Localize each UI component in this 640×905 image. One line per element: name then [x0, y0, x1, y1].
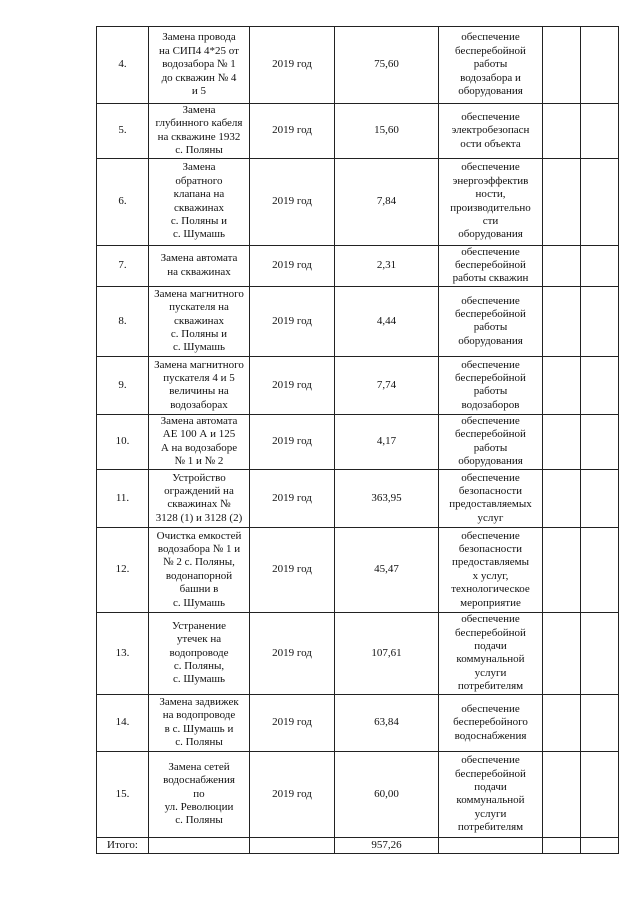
work-sum-cell [335, 527, 439, 612]
empty-cell [543, 612, 581, 694]
work-name-cell [149, 612, 250, 694]
empty-cell [543, 356, 581, 414]
work-purpose: обеспечение бесперебойного водоснабжения [453, 702, 528, 742]
work-name-cell [149, 245, 250, 286]
total-empty-cell [543, 837, 581, 853]
work-year-cell [250, 286, 335, 356]
empty-cell [581, 286, 619, 356]
row-number: 15. [115, 787, 130, 800]
total-empty-cell [439, 837, 543, 853]
work-purpose: обеспечение бесперебойной работы водозаборов [455, 358, 526, 411]
work-name-cell [149, 104, 250, 159]
work-name-cell [149, 527, 250, 612]
table-body [97, 27, 619, 838]
total-empty-cell [581, 837, 619, 853]
total-empty-cell [149, 837, 250, 853]
work-year-cell [250, 612, 335, 694]
work-year-cell [250, 527, 335, 612]
work-name-cell [149, 27, 250, 104]
table-row [97, 414, 619, 469]
work-name-cell [149, 286, 250, 356]
row-number: 13. [115, 646, 130, 659]
table-row [97, 356, 619, 414]
table-row [97, 245, 619, 286]
empty-cell [543, 469, 581, 527]
work-year: 2019 год [272, 563, 312, 576]
work-year: 2019 год [272, 646, 312, 659]
work-sum: 7,74 [376, 378, 397, 391]
empty-cell [543, 694, 581, 751]
work-year: 2019 год [272, 378, 312, 391]
table-row [97, 27, 619, 104]
work-name: Замена магнитного пускателя 4 и 5 величины на водозаборах [154, 358, 244, 411]
work-purpose-cell [439, 751, 543, 837]
work-year: 2019 год [272, 58, 312, 71]
work-purpose: обеспечение бесперебойной подачи коммунальной услуги потребителям [455, 613, 526, 693]
row-number-cell [97, 158, 149, 245]
work-sum-cell [335, 245, 439, 286]
empty-cell [543, 414, 581, 469]
work-year: 2019 год [272, 491, 312, 504]
work-year-cell [250, 245, 335, 286]
row-number-cell [97, 245, 149, 286]
work-name: Замена магнитного пускателя на скважинах с. Поляны и с. Шумашь [154, 287, 244, 354]
work-sum-cell [335, 356, 439, 414]
work-purpose: обеспечение бесперебойной работы водозабора и оборудования [455, 31, 526, 98]
work-sum-cell [335, 27, 439, 104]
row-number-cell [97, 469, 149, 527]
work-sum-cell [335, 414, 439, 469]
empty-cell [543, 158, 581, 245]
work-purpose: обеспечение безопасности предоставляемы х услуг, технологическое мероприятие [451, 529, 530, 609]
total-label: Итого: [97, 837, 149, 853]
empty-cell [543, 527, 581, 612]
total-empty-cell [250, 837, 335, 853]
work-name: Устранение утечек на водопроводе с. Поляны, с. Шумашь [169, 619, 229, 686]
table-row [97, 158, 619, 245]
row-number: 14. [115, 716, 130, 729]
work-name: Замена провода на СИП4 4*25 от водозабора № 1 до скважин № 4 и 5 [159, 31, 239, 98]
work-sum: 4,44 [376, 314, 397, 327]
row-number: 11. [115, 491, 130, 504]
work-sum-cell [335, 751, 439, 837]
work-sum: 2,31 [376, 259, 397, 272]
work-name-cell [149, 158, 250, 245]
work-purpose-cell [439, 245, 543, 286]
row-number-cell [97, 104, 149, 159]
work-sum: 60,00 [374, 787, 399, 800]
work-year-cell [250, 158, 335, 245]
work-name: Очистка емкостей водозабора № 1 и № 2 с. Поляны, водонапорной башни в с. Шумашь [156, 529, 242, 609]
work-name-cell [149, 694, 250, 751]
work-year: 2019 год [272, 124, 312, 137]
empty-cell [581, 104, 619, 159]
work-name-cell [149, 356, 250, 414]
row-number-cell [97, 414, 149, 469]
table-row [97, 751, 619, 837]
work-sum: 7,84 [376, 194, 397, 207]
work-purpose: обеспечение бесперебойной работы скважин [452, 245, 529, 285]
works-table [96, 26, 619, 854]
work-name-cell [149, 469, 250, 527]
work-sum: 107,61 [371, 646, 402, 659]
work-purpose: обеспечение безопасности предоставляемых услуг [449, 471, 532, 524]
table-row [97, 286, 619, 356]
empty-cell [581, 751, 619, 837]
work-sum-cell [335, 612, 439, 694]
row-number-cell [97, 612, 149, 694]
work-purpose-cell [439, 158, 543, 245]
work-purpose-cell [439, 694, 543, 751]
work-sum-cell [335, 469, 439, 527]
row-number: 8. [118, 314, 127, 327]
table-row [97, 104, 619, 159]
total-row [97, 837, 619, 853]
work-purpose-cell [439, 414, 543, 469]
row-number: 6. [118, 194, 127, 207]
empty-cell [581, 27, 619, 104]
work-name: Замена сетей водоснабжения по ул. Революции с. Поляны [163, 760, 235, 827]
work-sum: 4,17 [376, 435, 397, 448]
work-purpose-cell [439, 104, 543, 159]
work-sum-cell [335, 286, 439, 356]
empty-cell [581, 245, 619, 286]
row-number-cell [97, 527, 149, 612]
empty-cell [543, 286, 581, 356]
table-row [97, 612, 619, 694]
work-name: Замена автомата АЕ 100 А и 125 А на водозаборе № 1 и № 2 [160, 415, 238, 468]
row-number: 12. [115, 563, 130, 576]
work-purpose-cell [439, 286, 543, 356]
work-name-cell [149, 414, 250, 469]
empty-cell [581, 469, 619, 527]
row-number: 4. [118, 58, 127, 71]
work-name: Устройство ограждений на скважинах № 3128 (1) и 3128 (2) [155, 471, 243, 524]
work-year-cell [250, 356, 335, 414]
empty-cell [543, 27, 581, 104]
row-number-cell [97, 356, 149, 414]
work-name: Замена обратного клапана на скважинах с. Поляны и с. Шумашь [170, 161, 228, 241]
work-purpose: обеспечение энергоэффектив ности, производительно сти оборудования [450, 161, 531, 241]
work-name: Замена глубинного кабеля на скважине 1932 с. Поляны [155, 104, 243, 157]
work-year-cell [250, 751, 335, 837]
row-number: 10. [115, 435, 130, 448]
work-name: Замена автомата на скважинах [160, 252, 238, 278]
empty-cell [543, 245, 581, 286]
work-year-cell [250, 104, 335, 159]
work-year: 2019 год [272, 435, 312, 448]
work-sum: 15,60 [374, 124, 399, 137]
empty-cell [543, 751, 581, 837]
work-purpose: обеспечение бесперебойной работы оборудования [455, 415, 526, 468]
total-sum: 957,26 [335, 837, 439, 853]
row-number: 5. [118, 124, 127, 137]
work-purpose-cell [439, 469, 543, 527]
table-row [97, 694, 619, 751]
work-year: 2019 год [272, 259, 312, 272]
work-purpose: обеспечение бесперебойной подачи коммунальной услуги потребителям [455, 754, 526, 834]
work-purpose: обеспечение бесперебойной работы оборудования [455, 294, 526, 347]
row-number: 9. [118, 378, 127, 391]
work-sum: 63,84 [374, 716, 399, 729]
work-sum: 45,47 [374, 563, 399, 576]
empty-cell [581, 158, 619, 245]
work-sum-cell [335, 158, 439, 245]
work-sum-cell [335, 104, 439, 159]
empty-cell [581, 356, 619, 414]
work-year: 2019 год [272, 194, 312, 207]
work-sum: 75,60 [374, 58, 399, 71]
row-number: 7. [118, 259, 127, 272]
work-name: Замена задвижек на водопроводе в с. Шумашь и с. Поляны [159, 696, 239, 749]
table-row [97, 469, 619, 527]
work-year: 2019 год [272, 787, 312, 800]
work-purpose-cell [439, 356, 543, 414]
work-purpose: обеспечение электробезопасн ости объекта [451, 110, 530, 150]
work-year-cell [250, 694, 335, 751]
work-purpose-cell [439, 27, 543, 104]
empty-cell [581, 694, 619, 751]
work-year-cell [250, 27, 335, 104]
row-number-cell [97, 751, 149, 837]
empty-cell [581, 414, 619, 469]
row-number-cell [97, 694, 149, 751]
work-year-cell [250, 414, 335, 469]
work-name-cell [149, 751, 250, 837]
work-year-cell [250, 469, 335, 527]
row-number-cell [97, 286, 149, 356]
work-purpose-cell [439, 612, 543, 694]
empty-cell [581, 612, 619, 694]
empty-cell [543, 104, 581, 159]
work-sum-cell [335, 694, 439, 751]
table-row [97, 527, 619, 612]
row-number-cell [97, 27, 149, 104]
work-sum: 363,95 [371, 491, 402, 504]
work-year: 2019 год [272, 716, 312, 729]
empty-cell [581, 527, 619, 612]
work-year: 2019 год [272, 314, 312, 327]
work-purpose-cell [439, 527, 543, 612]
